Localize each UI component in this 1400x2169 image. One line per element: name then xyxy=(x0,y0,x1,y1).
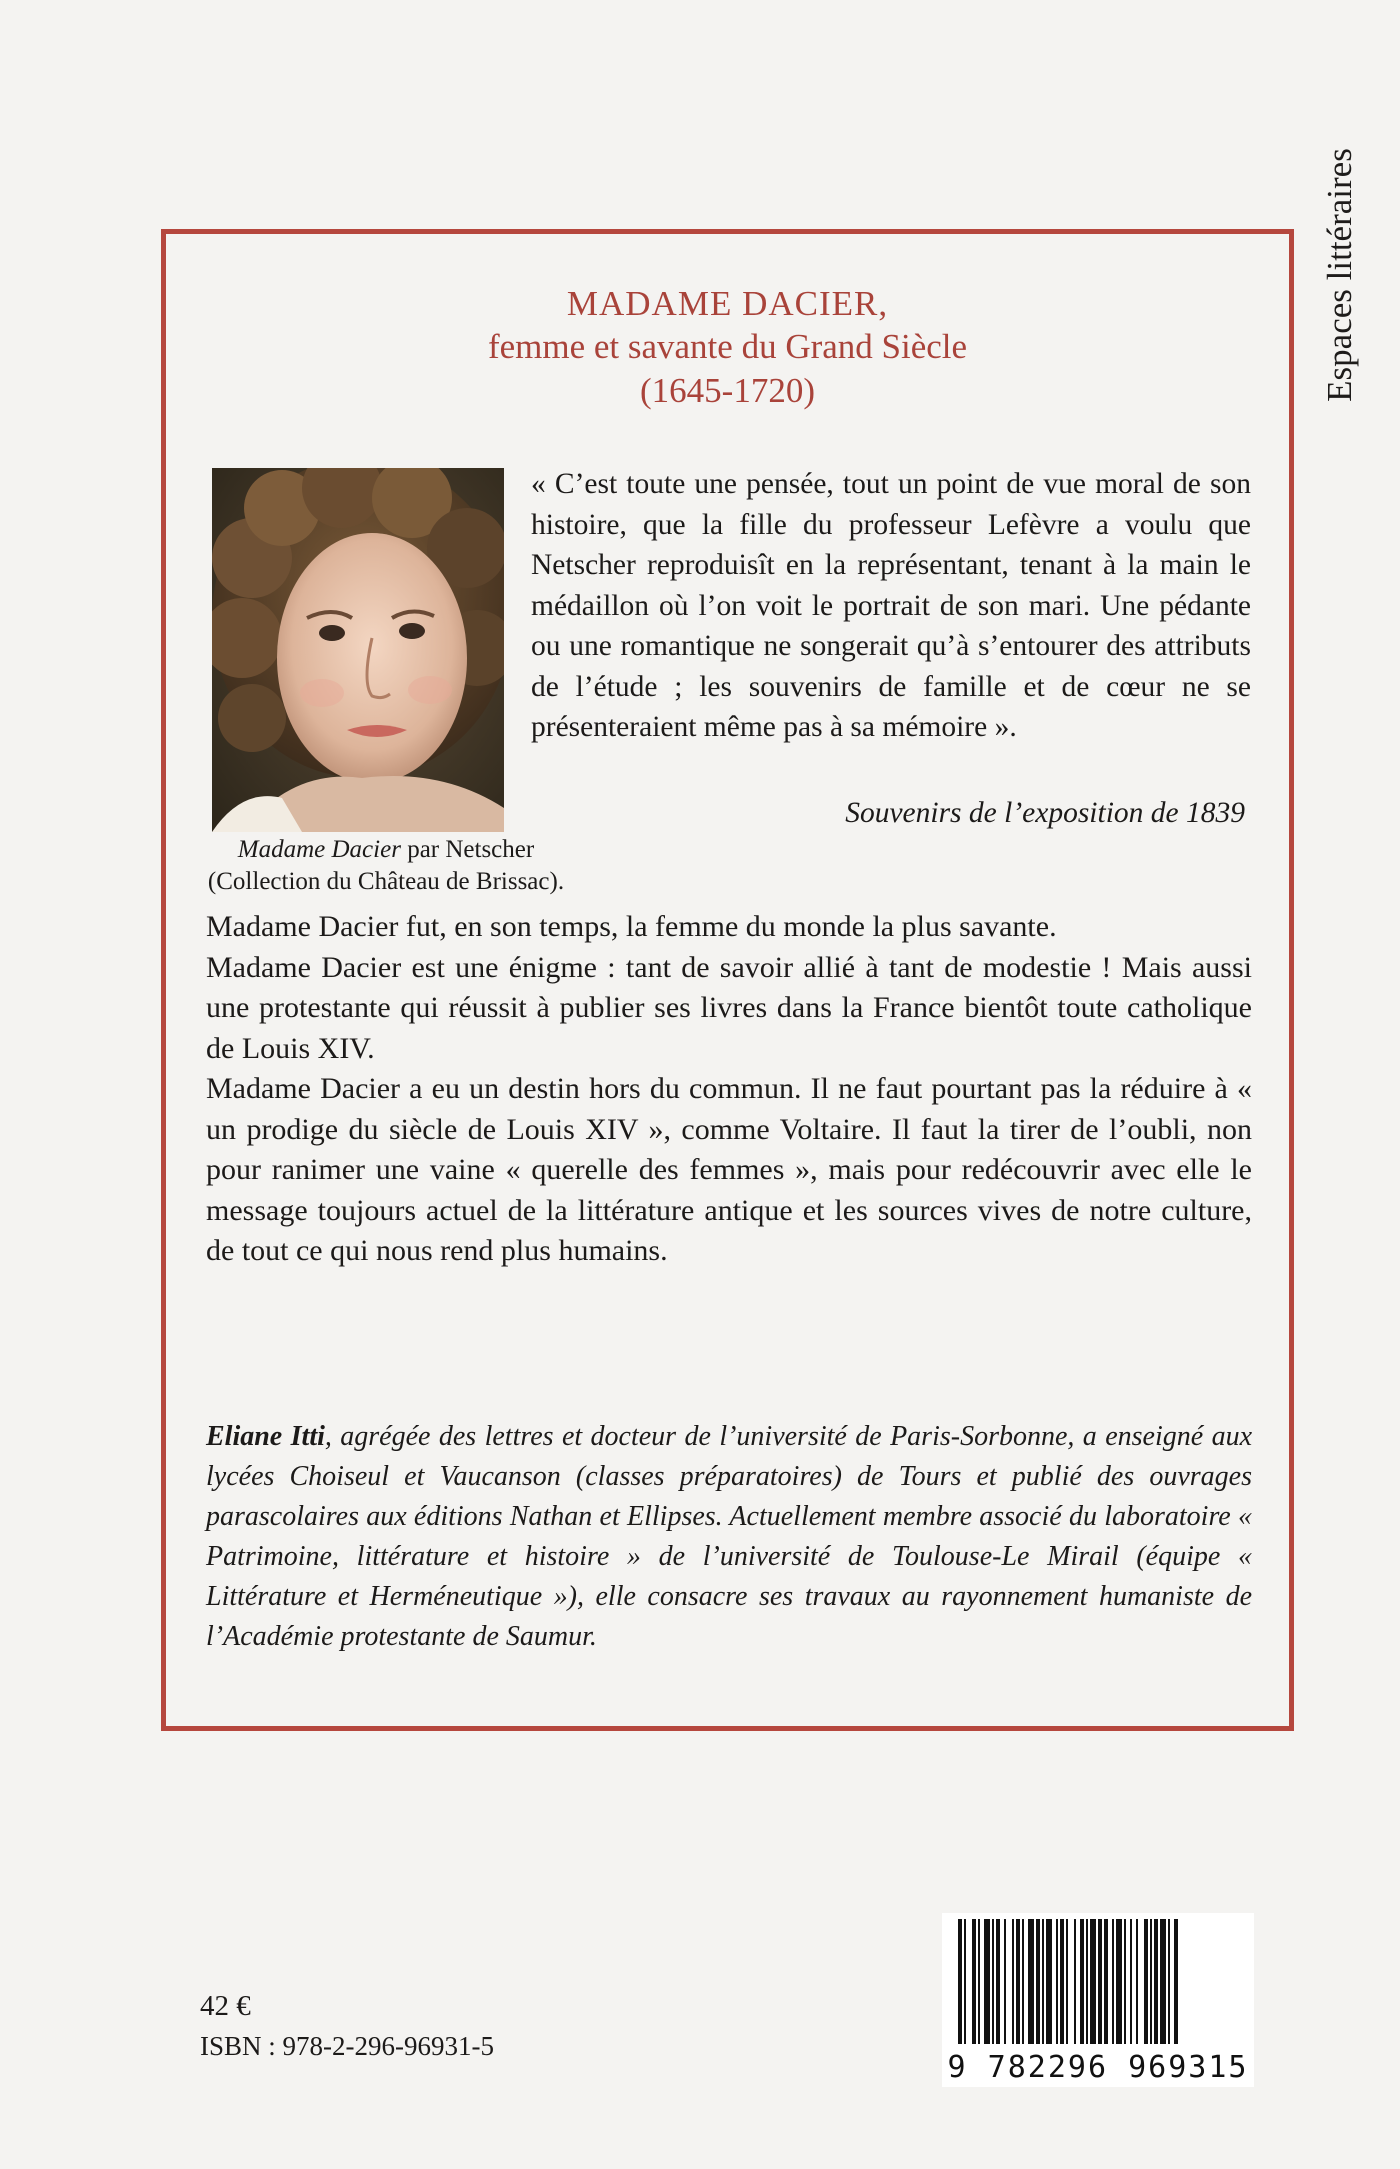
price: 42 € xyxy=(200,1990,251,2022)
author-bio-text: , agrégée des lettres et docteur de l’université de Paris-Sorbonne, a enseigné aux lycées Choiseul et Vaucanson (classes préparatoires) de Tours et publié des ouvrages parascolaires aux éditions Nathan et Ellipses. Actuellement membre associé du laboratoire « Patrimoine, littérature et histoire » de l’université de Toulouse-Le Mirail (équipe « Littérature et Herméneutique »), elle consacre ses travaux au rayonnement humaniste de l’Académie protestante de Saumur. xyxy=(206,1421,1252,1652)
title-line-1: MADAME DACIER, xyxy=(566,284,889,323)
caption-collection: (Collection du Château de Brissac). xyxy=(207,868,565,895)
isbn: ISBN : 978-2-296-96931-5 xyxy=(200,2031,494,2061)
quote-source: Souvenirs de l’exposition de 1839 xyxy=(845,797,1245,829)
portrait-caption xyxy=(196,834,576,898)
description-paragraph: Madame Dacier a eu un destin hors du commun. Il ne faut pourtant pas la réduire à « un prodige du siècle de Louis XIV », comme Voltaire. Il faut la tirer de l’oubli, non pour ranimer une vaine « querelle des femmes », mais pour redécouvrir avec elle le message toujours actuel de la littérature antique et les sources vives de notre culture, de tout ce qui nous rend plus humains. xyxy=(206,1072,1252,1267)
caption-title: Madame Dacier xyxy=(237,836,401,863)
title-line-2: femme et savante du Grand Siècle xyxy=(487,327,968,366)
author-biography xyxy=(206,1417,1252,1657)
book-title xyxy=(166,282,1289,414)
title-line-3: (1645-1720) xyxy=(640,371,815,410)
portrait-painting xyxy=(212,468,504,832)
series-name: Espaces littéraires xyxy=(1320,148,1359,402)
back-cover-frame xyxy=(161,229,1294,1731)
description-paragraph: Madame Dacier est une énigme : tant de savoir allié à tant de modestie ! Mais aussi une protestante qui réussit à publier ses livres dans la France bientôt toute catholique de Louis XIV. xyxy=(206,950,1252,1065)
spine-series-label xyxy=(1318,130,1362,420)
description-paragraph: Madame Dacier fut, en son temps, la femme du monde la plus savante. xyxy=(206,910,1057,943)
isbn-barcode xyxy=(942,1913,1254,2087)
book-description xyxy=(206,907,1252,1272)
barcode-bars xyxy=(942,1913,1254,2048)
epigraph-quote: « C’est toute une pensée, tout un point de vue moral de son histoire, que la fille du professeur Lefèvre a voulu que Netscher reproduisît en la représentant, tenant à la main le médaillon où l’on voit le portrait de son mari. Une pédante ou une romantique ne songerait qu’à s’entourer des attributs de l’étude ; les souvenirs de famille et de cœur ne se présenteraient même pas à sa mémoire ». xyxy=(531,468,1251,743)
barcode-digits: 9 782296 969315 xyxy=(947,2050,1249,2085)
author-name: Eliane Itti xyxy=(206,1421,325,1452)
caption-artist: par Netscher xyxy=(400,836,535,863)
